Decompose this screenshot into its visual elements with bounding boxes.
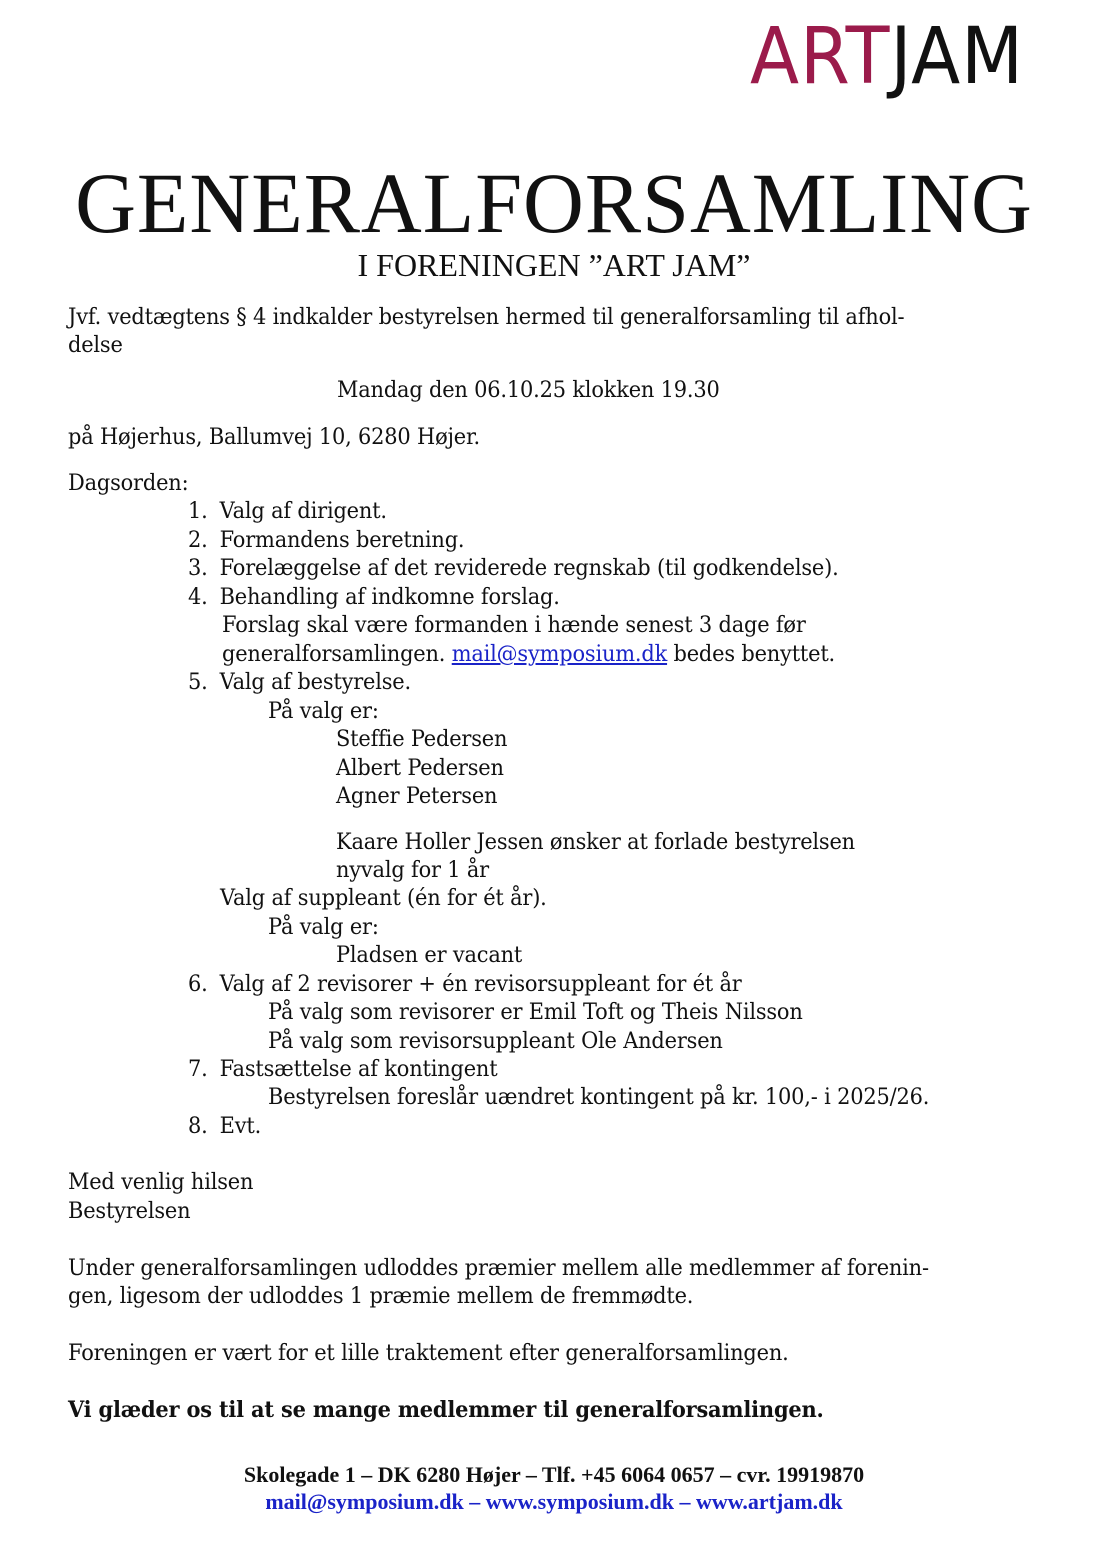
proposal-email-prefix: generalforsamlingen. bbox=[222, 641, 452, 667]
prizes-line-1: Under generalforsamlingen udloddes præmier mellem alle medlemmer af forenin- bbox=[68, 1255, 929, 1281]
agenda-item-number: 8. bbox=[188, 1113, 208, 1139]
agenda-item-text: Valg af bestyrelse. bbox=[219, 669, 411, 695]
agenda-item-4 bbox=[188, 583, 560, 611]
substitute-value: Pladsen er vacant bbox=[336, 942, 523, 968]
agenda-item-text: Evt. bbox=[219, 1113, 262, 1139]
substitute-on-election-label: På valg er: bbox=[268, 914, 379, 940]
auditors-line: På valg som revisorer er Emil Toft og Theis Nilsson bbox=[268, 999, 803, 1025]
agenda-item-text: Valg af 2 revisorer + én revisorsuppleant for ét år bbox=[219, 971, 742, 997]
artjam-logo bbox=[750, 12, 1024, 102]
page-title: GENERALFORSAMLING bbox=[75, 155, 1033, 251]
agenda-item-2 bbox=[188, 526, 464, 554]
new-election-note: nyvalg for 1 år bbox=[336, 857, 489, 883]
agenda-item-7 bbox=[188, 1055, 497, 1083]
board-on-election-label: På valg er: bbox=[268, 698, 379, 724]
footer-separator: – bbox=[463, 1489, 486, 1514]
agenda-item-text: Fastsættelse af kontingent bbox=[219, 1056, 498, 1082]
substitute-heading: Valg af suppleant (én for ét år). bbox=[220, 885, 547, 911]
candidate: Albert Pedersen bbox=[336, 755, 504, 781]
footer-website-artjam[interactable]: www.artjam.dk bbox=[695, 1489, 843, 1514]
footer-address: Skolegade 1 – DK 6280 Højer – Tlf. +45 6064 0657 – cvr. 19919870 bbox=[243, 1462, 865, 1487]
agenda-item-3 bbox=[188, 554, 839, 582]
page-subtitle: I FORENINGEN ”ART JAM” bbox=[357, 247, 751, 283]
agenda-item-6 bbox=[188, 970, 742, 998]
footer-links bbox=[0, 1489, 1108, 1515]
agenda-item-number: 4. bbox=[188, 584, 208, 610]
agenda-item-1 bbox=[188, 497, 387, 525]
logo-art: ART bbox=[750, 12, 891, 102]
prizes-line-2: gen, ligesom der udloddes 1 præmie mellem de fremmødte. bbox=[68, 1283, 694, 1309]
agenda-item-number: 7. bbox=[188, 1056, 208, 1082]
agenda-item-8 bbox=[188, 1112, 261, 1140]
signature: Bestyrelsen bbox=[68, 1198, 191, 1224]
greeting: Med venlig hilsen bbox=[68, 1169, 254, 1195]
agenda-item-number: 6. bbox=[188, 971, 208, 997]
footer-website-symposium[interactable]: www.symposium.dk bbox=[485, 1489, 674, 1514]
footer-separator: – bbox=[673, 1489, 696, 1514]
agenda-item-5 bbox=[188, 668, 411, 696]
proposal-email-suffix: bedes benyttet. bbox=[667, 641, 836, 667]
candidate: Agner Petersen bbox=[336, 783, 498, 809]
email-link[interactable]: mail@symposium.dk bbox=[451, 641, 668, 667]
closing-bold-line: Vi glæder os til at se mange medlemmer til generalforsamlingen. bbox=[68, 1397, 824, 1423]
agenda-item-number: 3. bbox=[188, 555, 208, 581]
leaving-board-note: Kaare Holler Jessen ønsker at forlade bestyrelsen bbox=[336, 829, 855, 855]
meeting-location: på Højerhus, Ballumvej 10, 6280 Højer. bbox=[68, 424, 480, 450]
agenda-item-number: 5. bbox=[188, 669, 208, 695]
candidate: Steffie Pedersen bbox=[336, 726, 508, 752]
agenda-item-number: 2. bbox=[188, 527, 208, 553]
membership-fee-line: Bestyrelsen foreslår uændret kontingent på kr. 100,- i 2025/26. bbox=[268, 1084, 930, 1110]
meeting-datetime: Mandag den 06.10.25 klokken 19.30 bbox=[337, 377, 720, 403]
intro-line-1: Jvf. vedtægtens § 4 indkalder bestyrelsen hermed til generalforsamling til afhol- bbox=[68, 304, 905, 330]
logo-jam: JAM bbox=[890, 12, 1025, 102]
refreshments-note: Foreningen er vært for et lille traktement efter generalforsamlingen. bbox=[68, 1340, 789, 1366]
agenda-item-text: Valg af dirigent. bbox=[219, 498, 387, 524]
agenda-item-text: Forelæggelse af det reviderede regnskab (til godkendelse). bbox=[219, 555, 839, 581]
agenda-item-number: 1. bbox=[188, 498, 208, 524]
proposal-email-note bbox=[222, 640, 835, 668]
auditor-substitute-line: På valg som revisorsuppleant Ole Andersen bbox=[268, 1028, 723, 1054]
agenda-item-text: Behandling af indkomne forslag. bbox=[219, 584, 560, 610]
agenda-item-text: Formandens beretning. bbox=[219, 527, 465, 553]
intro-line-2: delse bbox=[68, 332, 123, 358]
footer-email-link[interactable]: mail@symposium.dk bbox=[265, 1489, 464, 1514]
proposal-deadline-note: Forslag skal være formanden i hænde senest 3 dage før bbox=[222, 612, 806, 638]
agenda-heading: Dagsorden: bbox=[68, 470, 189, 496]
